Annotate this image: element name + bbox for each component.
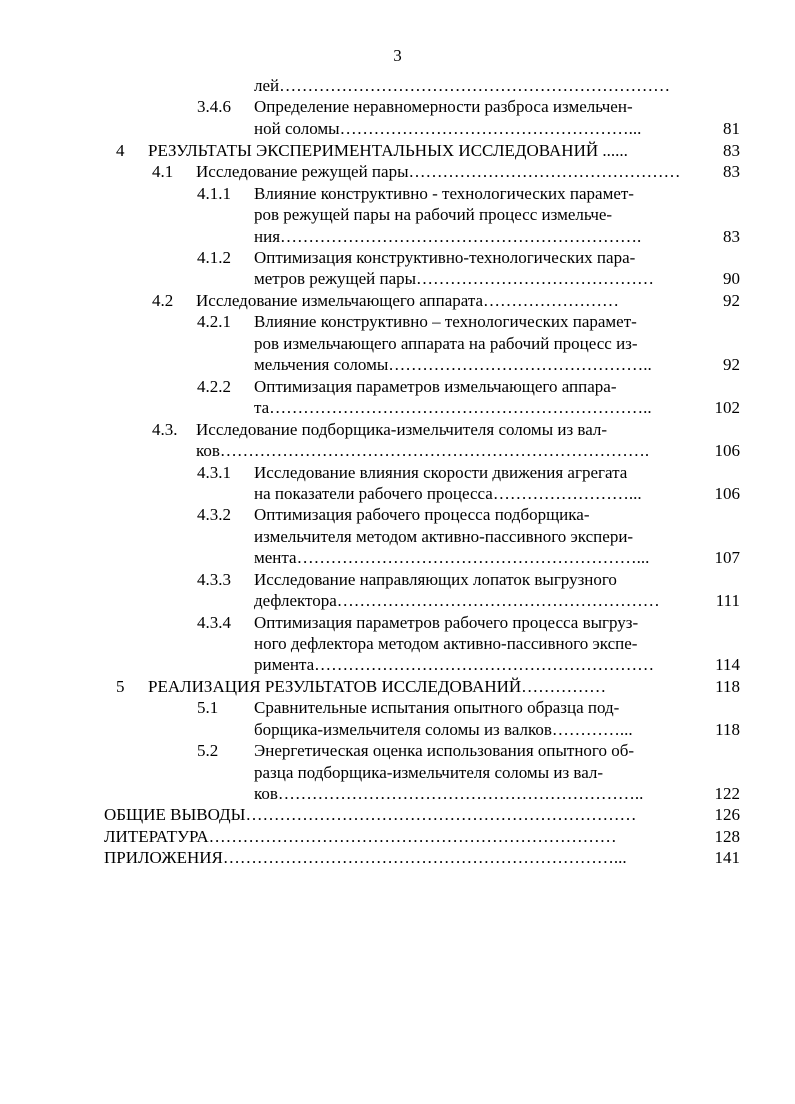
toc-page: 141	[714, 848, 740, 867]
toc-page: 111	[715, 591, 740, 610]
toc-line: ков………………………………………………………………….	[196, 441, 650, 460]
toc-page: 118	[715, 677, 740, 696]
toc-page: 128	[714, 827, 740, 846]
toc-line: ной соломы……………………………………………...	[254, 119, 642, 138]
toc-number: 5	[116, 677, 125, 696]
toc-number: 5.2	[197, 741, 219, 760]
toc-number: 4.3.3	[197, 570, 231, 589]
toc-line: Исследование влияния скорости движения агрегата	[254, 463, 628, 482]
toc-line: измельчителя методом активно-пассивного экспери-	[254, 527, 634, 546]
toc-line: ЛИТЕРАТУРА………………………………………………………………	[104, 827, 617, 846]
toc-page: 92	[723, 291, 740, 310]
toc-number: 4.1.1	[197, 184, 231, 203]
toc-number: 4.2.1	[197, 312, 231, 331]
toc-page: 83	[723, 227, 740, 246]
toc-line: Исследование подборщика-измельчителя соломы из вал-	[196, 420, 608, 439]
toc-line: Сравнительные испытания опытного образца под-	[254, 698, 620, 717]
toc-line: Влияние конструктивно - технологических парамет-	[254, 184, 634, 203]
toc-number: 3.4.6	[197, 97, 231, 116]
toc-line: Оптимизация конструктивно-технологических пара-	[254, 248, 636, 267]
toc-line: Исследование направляющих лопаток выгрузного	[254, 570, 617, 589]
toc-page: 81	[723, 119, 740, 138]
toc-page: 106	[714, 484, 740, 503]
toc-number: 4	[116, 141, 125, 160]
toc-line: ков………………………………………………………..	[254, 784, 644, 803]
toc-line: ров режущей пары на рабочий процесс измельче-	[254, 205, 613, 224]
toc-line: на показатели рабочего процесса……………………...	[254, 484, 642, 503]
toc-page: 122	[714, 784, 740, 803]
toc-line: та…………………………………………………………..	[254, 398, 652, 417]
toc-number: 4.1.2	[197, 248, 231, 267]
toc-line: лей……………………………………………………………	[254, 76, 671, 95]
toc-line: РЕЗУЛЬТАТЫ ЭКСПЕРИМЕНТАЛЬНЫХ ИССЛЕДОВАНИЙ ......	[148, 141, 628, 160]
toc-line: дефлектора…………………………………………………	[254, 591, 660, 610]
toc-number: 4.3.4	[197, 613, 231, 632]
toc-line: Исследование режущей пары…………………………………………	[196, 162, 681, 181]
toc-line: ного дефлектора методом активно-пассивного экспе-	[254, 634, 638, 653]
toc-number: 4.2.2	[197, 377, 231, 396]
toc-page: 83	[723, 141, 740, 160]
toc-page: 114	[715, 655, 740, 674]
toc-line: ния……………………………………………………….	[254, 227, 642, 246]
toc-line: Оптимизация рабочего процесса подборщика-	[254, 505, 590, 524]
toc-line: мельчения соломы………………………………………..	[254, 355, 652, 374]
toc-number: 4.1	[152, 162, 174, 181]
toc-page: 126	[714, 805, 740, 824]
toc-line: мента……………………………………………………...	[254, 548, 650, 567]
toc-page: 107	[714, 548, 740, 567]
page-number: 3	[393, 46, 402, 65]
toc-page: 83	[723, 162, 740, 181]
toc-line: ПРИЛОЖЕНИЯ……………………………………………………………...	[104, 848, 627, 867]
toc-line: ров измельчающего аппарата на рабочий процесс из-	[254, 334, 638, 353]
toc-line: метров режущей пары……………………………………	[254, 269, 655, 288]
toc-page: 106	[714, 441, 740, 460]
toc-line: ОБЩИЕ ВЫВОДЫ……………………………………………………………	[104, 805, 637, 824]
toc-number: 4.3.2	[197, 505, 231, 524]
toc-line: Определение неравномерности разброса измельчен-	[254, 97, 633, 116]
toc-page: 118	[715, 720, 740, 739]
toc-line: Оптимизация параметров рабочего процесса выгруз-	[254, 613, 639, 632]
toc-page: 92	[723, 355, 740, 374]
toc-line: римента……………………………………………………	[254, 655, 655, 674]
toc-line: Исследование измельчающего аппарата……………………	[196, 291, 620, 310]
toc-page: 90	[723, 269, 740, 288]
toc-line: разца подборщика-измельчителя соломы из вал-	[254, 763, 604, 782]
toc-line: РЕАЛИЗАЦИЯ РЕЗУЛЬТАТОВ ИССЛЕДОВАНИЙ……………	[148, 677, 607, 696]
toc-number: 4.2	[152, 291, 174, 310]
toc-page: 102	[714, 398, 740, 417]
toc-line: борщика-измельчителя соломы из валков…………...	[254, 720, 633, 739]
toc-line: Оптимизация параметров измельчающего аппара-	[254, 377, 617, 396]
toc-number: 5.1	[197, 698, 219, 717]
toc-line: Влияние конструктивно – технологических парамет-	[254, 312, 637, 331]
toc-line: Энергетическая оценка использования опытного об-	[254, 741, 635, 760]
toc-number: 4.3.1	[197, 463, 231, 482]
toc-number: 4.3.	[152, 420, 178, 439]
